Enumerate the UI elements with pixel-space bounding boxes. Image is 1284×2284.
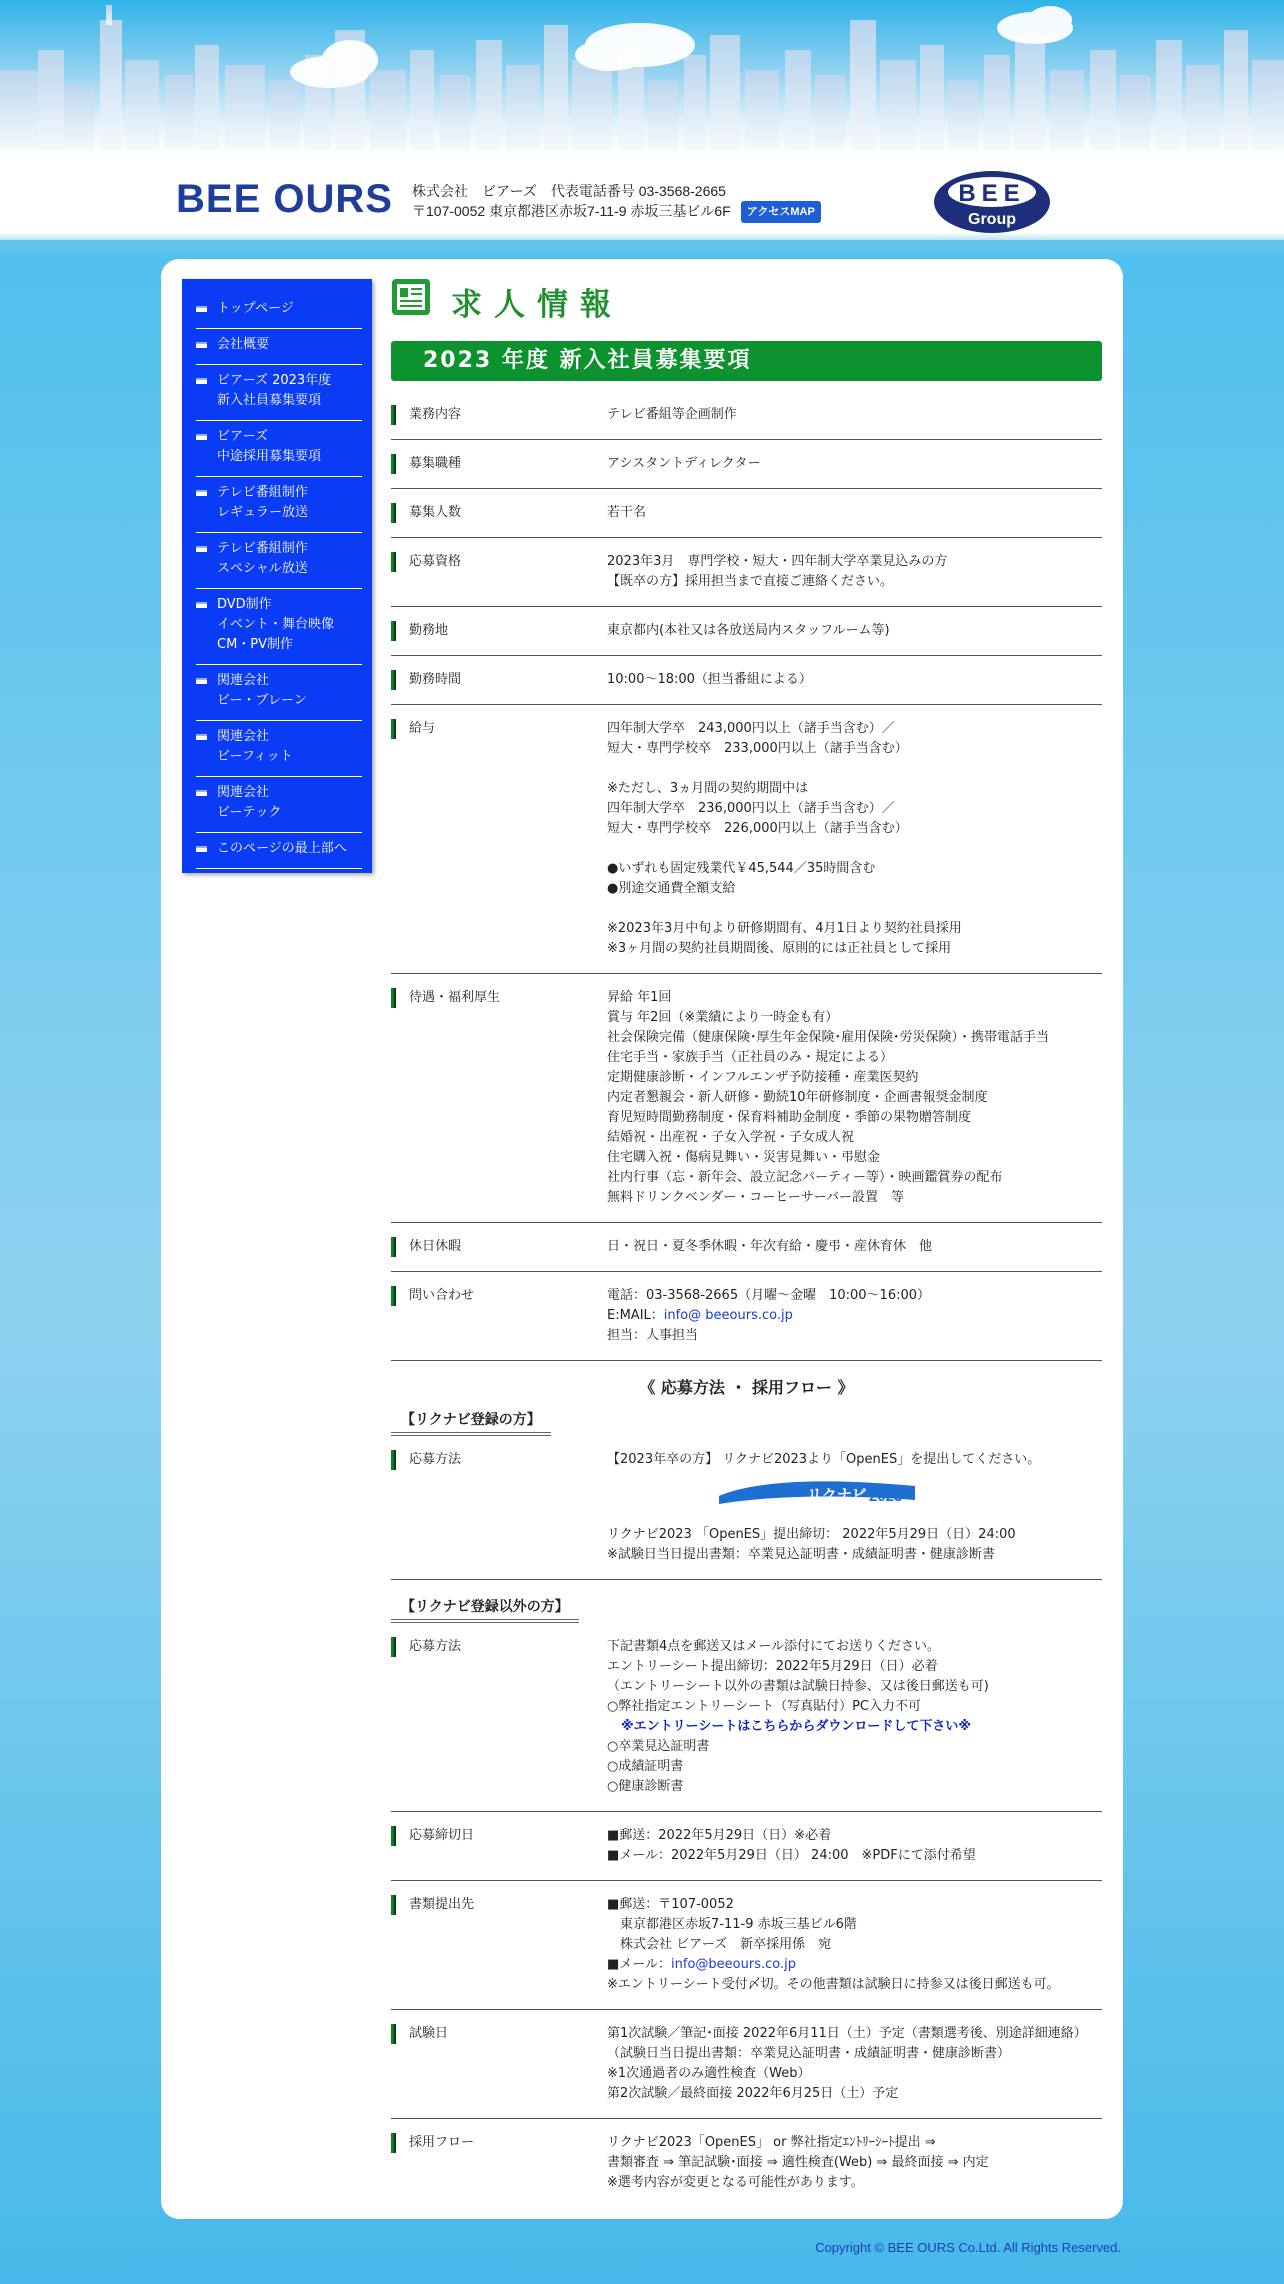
access-map-button[interactable]: アクセスMAP (741, 201, 821, 223)
row-value (607, 1895, 1060, 1995)
row-label: 問い合わせ (409, 1288, 475, 1303)
info-row (391, 538, 1102, 607)
nav-item-midcareer[interactable]: ビアーズ 中途採用募集要項 (196, 421, 362, 477)
company-line: 株式会社 ビアーズ 代表電話番号 03-3568-2665 (412, 183, 726, 199)
row-marker-icon (391, 1237, 396, 1257)
contact-phone: 電話：03-3568-2665（月曜～金曜 10:00～16:00） (607, 1288, 931, 1303)
nav-item-dvd[interactable]: DVD制作 イベント・舞台映像 CM・PV制作 (196, 589, 362, 665)
row-label: 試験日 (409, 2026, 449, 2041)
contact-email-link[interactable]: info@ beeours.co.jp (663, 1308, 793, 1323)
row-value: 若干名 (607, 505, 647, 520)
flow-row (391, 2119, 1102, 2207)
address-line (412, 201, 821, 223)
nav-bullet-icon (196, 790, 207, 796)
nav-bullet-icon (196, 342, 207, 348)
nav-item-new-grad[interactable]: ビアーズ 2023年度 新入社員募集要項 (196, 365, 362, 421)
row-value: 四年制大学卒 243,000円以上（諸手当含む）／ 短大・専門学校卒 233,000円以上（諸手当含む） ※ただし、3ヵ月間の契約期間中は 四年制大学卒 236,000円以上（諸手当含む）／ 短大・専門学校卒 226,000円以上（諸手当含む） ●いずれも固定残業代￥45,544／35時間含む ●別途交通費全額支給 ※2023年3月中旬より研修期間有、4月1日より契約社員採用 ※3ヶ月間の契約社員期間後、原則的には正社員として採用 (607, 721, 962, 956)
rikunabi-subheading: 【リクナビ登録の方】 (391, 1409, 551, 1436)
nav-bullet-icon (196, 546, 207, 552)
nav-item-page-top[interactable]: このページの最上部へ (196, 833, 362, 869)
row-label: 業務内容 (409, 407, 462, 422)
row-label: 応募方法 (409, 1639, 462, 1654)
row-label: 募集職種 (409, 456, 462, 471)
nav-bullet-icon (196, 602, 207, 608)
row-label: 勤務地 (409, 623, 449, 638)
page-title: 求人情報 (451, 287, 623, 323)
row-label: 勤務時間 (409, 672, 462, 687)
submit-to-row (391, 1881, 1102, 2010)
row-value (607, 1286, 930, 1346)
submit-email-prefix: ■メール： (607, 1957, 672, 1972)
nav-item-company[interactable]: 会社概要 (196, 329, 362, 365)
company-info (412, 181, 821, 223)
nav-item-tv-special[interactable]: テレビ番組制作 スペシャル放送 (196, 533, 362, 589)
other-method-lines-after: ○卒業見込証明書 ○成績証明書 ○健康診断書 (607, 1739, 710, 1794)
nav-bullet-icon (196, 434, 207, 440)
nav-item-bee-fit[interactable]: 関連会社 ビーフィット (196, 721, 362, 777)
row-label: 待遇・福利厚生 (409, 990, 501, 1005)
row-label: 採用フロー (409, 2135, 475, 2150)
other-method-lines-before: 下記書類4点を郵送又はメール添付にてお送りください。 エントリーシート提出締切：2022年5月29日（日）必着 （エントリーシート以外の書類は試験日持参、又は後日郵送も可) ○弊社指定エントリーシート（写真貼付）PC入力不可 (607, 1639, 989, 1714)
nav-bullet-icon (196, 378, 207, 384)
nav-bullet-icon (196, 490, 207, 496)
nav-item-top[interactable]: トップページ (196, 293, 362, 329)
recruit-banner: 2023 年度 新入社員募集要項 (391, 341, 1102, 381)
entry-sheet-download-link[interactable]: ※エントリーシートはこちらからダウンロードして下さい※ (621, 1719, 972, 1734)
skyline-image (0, 0, 1284, 150)
row-label: 募集人数 (409, 505, 462, 520)
row-value: 第1次試験／筆記･面接 2022年6月11日（土）予定（書類選考後、別途詳細連絡） （試験日当日提出書類：卒業見込証明書・成績証明書・健康診断書） ※1次通過者のみ適性検査（Web） 第2次試験／最終面接 2022年6月25日（土）予定 (607, 2026, 1087, 2101)
submit-email-line (607, 1955, 1060, 1975)
row-value: 10:00〜18:00（担当番組による） (607, 672, 812, 687)
contact-row (391, 1272, 1102, 1361)
other-method-row (391, 1627, 1102, 1812)
info-row (391, 1223, 1102, 1272)
rikunabi-logo[interactable] (717, 1478, 917, 1508)
row-value: 昇給 年1回 賞与 年2回（※業績により一時金も有） 社会保険完備（健康保険･厚生年金保険･雇用保険･労災保険）・携帯電話手当 住宅手当・家族手当（正社員のみ・規定による） 定期健康診断・インフルエンザ予防接種・産業医契約 内定者懇親会・新人研修・勤続10年研修制度・企画書報奨金制度 育児短時間勤務制度・保育料補助金制度・季節の果物贈答制度 結婚祝・出産祝・子女入学祝・子女成人祝 住宅購入祝・傷病見舞い・災害見舞い・弔慰金 社内行事（忘・新年会、設立記念パーティー等）・映画鑑賞券の配布 無料ドリンクベンダー・コーヒーサーバー設置 等 (607, 990, 1050, 1205)
info-row (391, 974, 1102, 1223)
rikunabi-logo-text: リクナビ (807, 1487, 867, 1504)
contact-email-prefix: E:MAIL： (607, 1308, 664, 1323)
row-value: 日・祝日・夏冬季休暇・年次有給・慶弔・産休育休 他 (607, 1239, 933, 1254)
contact-email-line (607, 1306, 930, 1326)
address-text: 〒107-0052 東京都港区赤坂7-11-9 赤坂三基ビル6F (412, 203, 731, 219)
row-marker-icon (391, 405, 396, 425)
info-row (391, 705, 1102, 974)
rikunabi-method-row (391, 1440, 1102, 1580)
contact-person: 担当：人事担当 (607, 1328, 699, 1343)
site-logo[interactable]: BEE OURS (176, 177, 393, 221)
info-row (391, 489, 1102, 538)
nav-bullet-icon (196, 734, 207, 740)
row-value (607, 1450, 1040, 1565)
nav-bullet-icon (196, 306, 207, 312)
nav-item-tv-regular[interactable]: テレビ番組制作 レギュラー放送 (196, 477, 362, 533)
row-marker-icon (391, 621, 396, 641)
row-marker-icon (391, 988, 396, 1008)
row-value: リクナビ2023「OpenES」 or 弊社指定ｴﾝﾄﾘｰｼｰﾄ提出 ⇒ 書類審査 ⇒ 筆記試験･面接 ⇒ 適性検査(Web) ⇒ 最終面接 ⇒ 内定 ※選考内容が変更となる可能性があります。 (607, 2135, 989, 2190)
bee-group-logo[interactable] (932, 170, 1052, 234)
row-marker-icon (391, 503, 396, 523)
sidebar-nav (182, 279, 372, 873)
row-label: 給与 (409, 721, 436, 736)
page-header (391, 279, 1102, 323)
rikunabi-line1: 【2023年卒の方】 リクナビ2023より「OpenES」を提出してください。 (607, 1452, 1041, 1467)
row-marker-icon (391, 1895, 396, 1915)
row-label: 休日休暇 (409, 1239, 462, 1254)
row-marker-icon (391, 2024, 396, 2044)
row-marker-icon (391, 2133, 396, 2153)
row-value: テレビ番組等企画制作 (607, 407, 737, 422)
bee-group-logo-bottom: Group (968, 211, 1016, 228)
exam-row (391, 2010, 1102, 2119)
row-value (607, 1637, 989, 1797)
row-label: 応募締切日 (409, 1828, 475, 1843)
row-label: 書類提出先 (409, 1897, 475, 1912)
copyright: Copyright © BEE OURS Co.Ltd. All Rights Reserved. (815, 2240, 1121, 2255)
info-row (391, 607, 1102, 656)
row-marker-icon (391, 670, 396, 690)
nav-bullet-icon (196, 846, 207, 852)
row-marker-icon (391, 1637, 396, 1657)
row-value: 東京都内(本社又は各放送局内スタッフルーム等) (607, 623, 890, 638)
row-marker-icon (391, 1826, 396, 1846)
row-marker-icon (391, 1450, 396, 1470)
deadline-row (391, 1812, 1102, 1881)
bee-group-logo-top: BEE (958, 180, 1026, 207)
row-marker-icon (391, 1286, 396, 1306)
header-skyline (0, 0, 1284, 150)
info-row (391, 656, 1102, 705)
job-info-icon (392, 279, 430, 315)
flow-section-title: 《 応募方法 ・ 採用フロー 》 (639, 1378, 854, 1397)
row-value: 2023年3月 専門学校・短大・四年制大学卒業見込みの方 【既卒の方】採用担当まで直接ご連絡ください。 (607, 554, 948, 589)
info-row (391, 440, 1102, 489)
row-value: アシスタントディレクター (607, 456, 761, 471)
row-label: 応募方法 (409, 1452, 462, 1467)
rikunabi-logo-year: 2023 (869, 1488, 903, 1505)
rikunabi-line2: リクナビ2023 「OpenES」提出締切： 2022年5月29日（日）24:00 ※試験日当日提出書類：卒業見込証明書・成績証明書・健康診断書 (607, 1527, 1016, 1562)
other-subheading: 【リクナビ登録以外の方】 (391, 1596, 579, 1623)
row-marker-icon (391, 454, 396, 474)
row-value: ■郵送：2022年5月29日（日）※必着 ■メール：2022年5月29日（日） 24:00 ※PDFにて添付希望 (607, 1828, 976, 1863)
row-label: 応募資格 (409, 554, 462, 569)
main-content (391, 279, 1102, 2207)
nav-item-bee-tech[interactable]: 関連会社 ビーテック (196, 777, 362, 833)
nav-item-bee-brain[interactable]: 関連会社 ビー・ブレーン (196, 665, 362, 721)
submit-email-link[interactable]: info@beeours.co.jp (671, 1957, 796, 1972)
row-marker-icon (391, 719, 396, 739)
row-marker-icon (391, 552, 396, 572)
submit-note: ※エントリーシート受付〆切。その他書類は試験日に持参又は後日郵送も可。 (607, 1977, 1060, 1992)
nav-bullet-icon (196, 678, 207, 684)
submit-mail-address: ■郵送：〒107-0052 東京都港区赤坂7-11-9 赤坂三基ビル6階 株式会社 ビアーズ 新卒採用係 宛 (607, 1897, 857, 1952)
info-row (391, 391, 1102, 440)
